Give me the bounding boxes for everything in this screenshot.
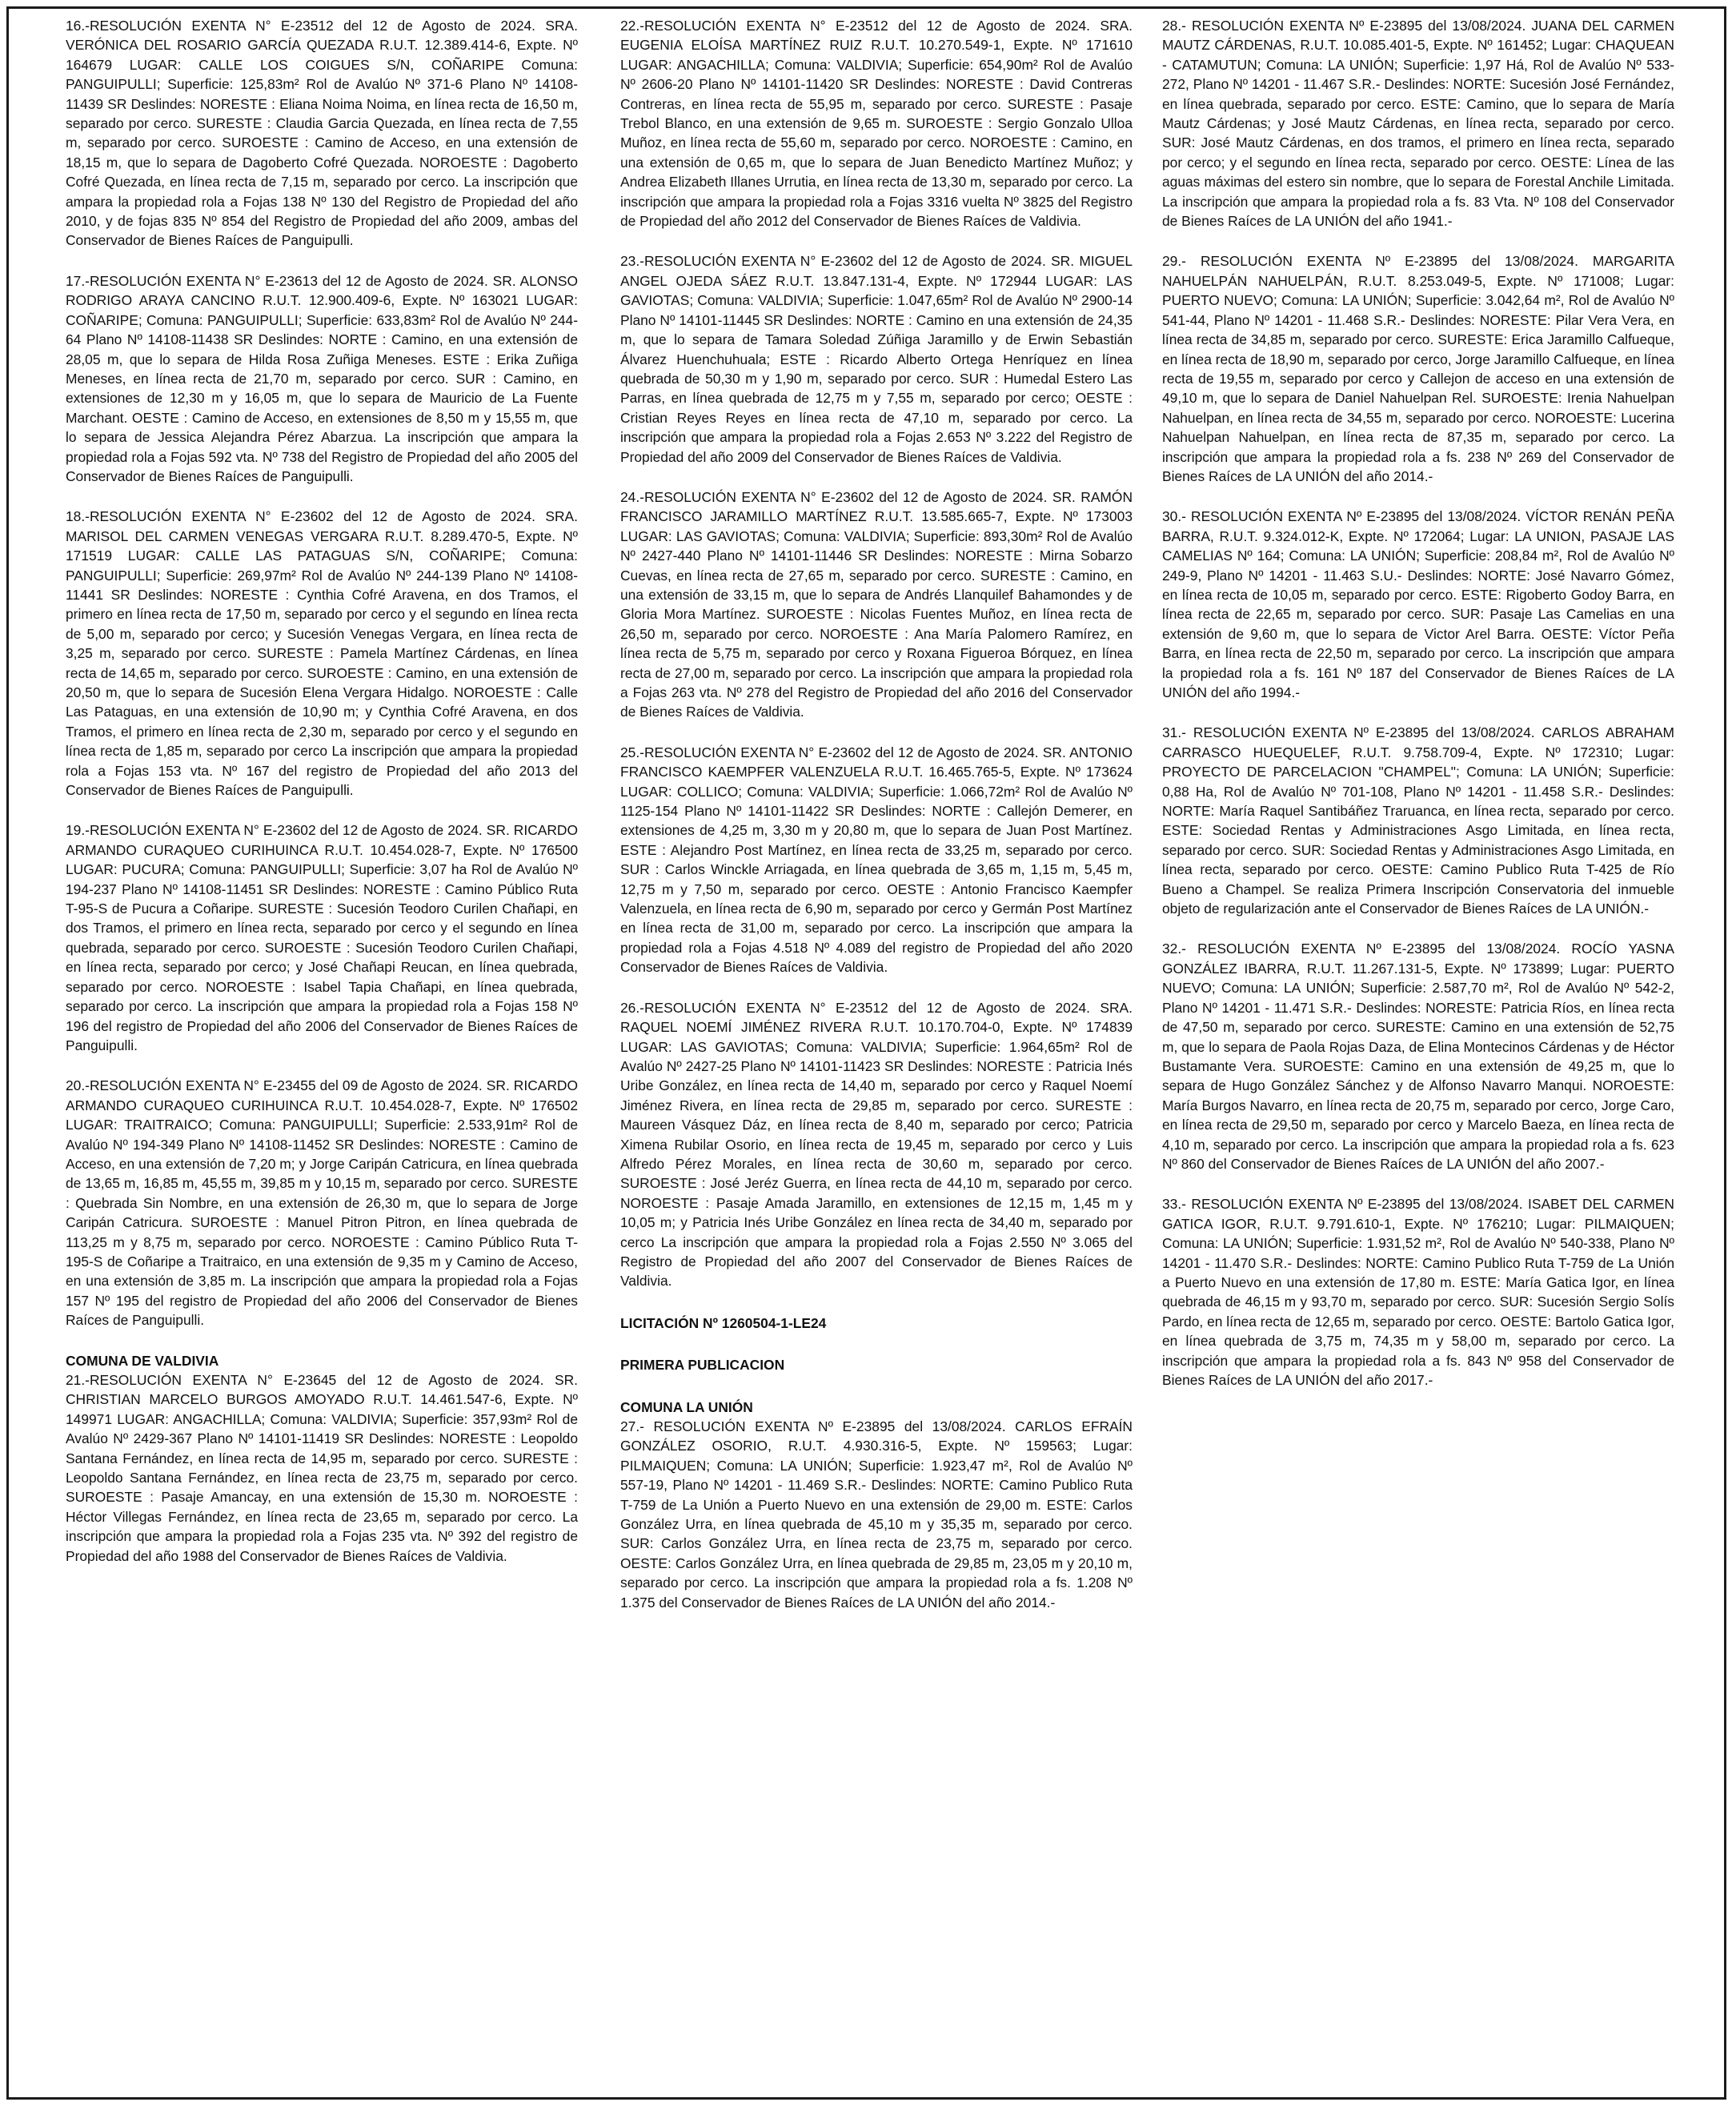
section-heading: COMUNA DE VALDIVIA <box>66 1352 219 1369</box>
resolution-entry: 33.- RESOLUCIÓN EXENTA Nº E-23895 del 13/08/2024. ISABET DEL CARMEN GATICA IGOR, R.U.T. 9.791.610-1, Expte. Nº 176210; Lugar: PILMAIQUEN; Comuna: LA UNIÓN; Superficie: 1.931,52 m², Rol de Avalúo Nº 540-338, Plano Nº 14201 - 11.470 S.R.- Deslindes: NORTE: Camino Publico Ruta T-759 de La Unión a Puerto Nuevo en una extensión de 17,80 m. ESTE: María Gatica Igor, en línea quebrada de 46,15 m y 93,70 m, separado por cerco. SUR: Sucesión Sergio Solís Pardo, en línea recta de 12,65 m, separado por cerco. OESTE: Bartolo Gatica Igor, en línea quebrada de 3,75 m, 74,35 m y 58,00 m, separado por cerco. La inscripción que ampara la propiedad rola a fs. 843 Nº 958 del Conservador de Bienes Raíces de LA UNIÓN del año 2017.- <box>1162 1196 1674 1388</box>
resolution-entry: 29.- RESOLUCIÓN EXENTA Nº E-23895 del 13/08/2024. MARGARITA NAHUELPÁN NAHUELPÁN, R.U.T. 8.253.049-5, Expte. Nº 171008; Lugar: PUERTO NUEVO; Comuna: LA UNIÓN; Superficie: 3.042,64 m², Rol de Avalúo Nº 541-44, Plano Nº 14201 - 11.468 S.R.- Deslindes: NORESTE: Pilar Vera Vera, en línea recta de 34,85 m, separado por cerco. SURESTE: Erica Jaramillo Calfueque, en línea recta de 18,90 m, separado por cerco, Jorge Jaramillo Calfueque, en línea recta de 19,55 m, separado por cerco y Callejon de acceso en una extensión de 49,10 m, que lo separa de Daniel Nahuelpan Rel. SUROESTE: Irenia Nahuelpan Nahuelpan, en línea recta de 34,55 m, separado por cerco. NOROESTE: Lucerina Nahuelpan Nahuelpan, en línea recta de 87,35 m, separado por cerco. La inscripción que ampara la propiedad rola a fs. 238 Nº 269 del Conservador de Bienes Raíces de LA UNIÓN del año 2014.- <box>1162 253 1674 484</box>
resolution-entry: 20.-RESOLUCIÓN EXENTA N° E-23455 del 09 de Agosto de 2024. SR. RICARDO ARMANDO CURAQUEO CURIHUINCA R.U.T. 10.454.028-7, Expte. Nº 176502 LUGAR: TRAITRAICO; Comuna: PANGUIPULLI; Superficie: 2.533,91m² Rol de Avalúo Nº 194-349 Plano Nº 14108-11452 SR Deslindes: NORESTE : Camino de Acceso, en una extensión de 7,20 m; y Jorge Caripán Catricura, en línea quebrada de 13,65 m, 16,85 m, 45,55 m, 39,85 m y 10,15 m, separado por cerco. SURESTE : Quebrada Sin Nombre, en una extensión de 26,30 m, que lo separa de Jorge Caripán Catricura. SUROESTE : Manuel Pitron Pitron, en línea quebrada de 113,25 m y 8,75 m, separado por cerco. NOROESTE : Camino Público Ruta T-195-S de Coñaripe a Traitraico, en una extensión de 9,35 m y Camino de Acceso, en una extensión de 3,85 m. La inscripción que ampara la propiedad rola a Fojas 157 Nº 195 del registro de Propiedad del año 2006 del Conservador de Bienes Raíces de Panguipulli. <box>66 1077 578 1329</box>
column-right <box>1162 16 1674 1410</box>
resolution-entry: 28.- RESOLUCIÓN EXENTA Nº E-23895 del 13/08/2024. JUANA DEL CARMEN MAUTZ CÁRDENAS, R.U.T. 10.085.401-5, Expte. Nº 161452; Lugar: CHAQUEAN - CATAMUTUN; Comuna: LA UNIÓN; Superficie: 1,97 Há, Rol de Avalúo Nº 533-272, Plano Nº 14201 - 11.467 S.R.- Deslindes: NORTE: Sucesión José Fernández, en línea quebrada, separado por cerco. ESTE: Camino, que lo separa de María Mautz Cárdenas; y José Mautz Cárdenas, en línea recta, separado por cerco. SUR: José Mautz Cárdenas, en dos tramos, el primero en línea recta, separado por cerco; y el segundo en línea recta, separado por cerco. OESTE: Línea de las aguas máximas del estero sin nombre, que lo separa de Forestal Anchile Limitada. La inscripción que ampara la propiedad rola a fs. 83 Vta. Nº 108 del Conservador de Bienes Raíces de LA UNIÓN del año 1941.- <box>1162 18 1674 230</box>
section-heading: PRIMERA PUBLICACION <box>620 1357 785 1374</box>
resolution-entry: 19.-RESOLUCIÓN EXENTA N° E-23602 del 12 de Agosto de 2024. SR. RICARDO ARMANDO CURAQUEO CURIHUINCA R.U.T. 10.454.028-7, Expte. Nº 176500 LUGAR: PUCURA; Comuna: PANGUIPULLI; Superficie: 3,07 ha Rol de Avalúo Nº 194-237 Plano Nº 14108-11451 SR Deslindes: NORESTE : Camino Público Ruta T-95-S de Pucura a Coñaripe. SURESTE : Sucesión Teodoro Curilen Chañapi, en dos Tramos, el primero en línea recta, separado por cerco y el segundo en línea quebrada, separado por cerco. SUROESTE : Sucesión Teodoro Curilen Chañapi, en línea recta, separado por cerco; y José Chañapi Reucan, en línea quebrada, separado por cerco. NOROESTE : Isabel Tapia Chañapi, en línea quebrada, separado por cerco. La inscripción que ampara la propiedad rola a Fojas 158 Nº 196 del registro de Propiedad del año 2006 del Conservador de Bienes Raíces de Panguipulli. <box>66 822 578 1053</box>
resolution-entry: 26.-RESOLUCIÓN EXENTA N° E-23512 del 12 de Agosto de 2024. SRA. RAQUEL NOEMÍ JIMÉNEZ RIVERA R.U.T. 10.170.704-0, Expte. Nº 174839 LUGAR: LAS GAVIOTAS; Comuna: VALDIVIA; Superficie: 1.964,65m² Rol de Avalúo Nº 2427-25 Plano Nº 14101-11423 SR Deslindes: NORESTE : Patricia Inés Uribe González, en línea recta de 14,40 m, separado por cerco y Raquel Noemí Jiménez Rivera, en línea recta de 29,85 m, separado por cerco. SURESTE : Maureen Vásquez Dáz, en línea recta de 8,40 m, separado por cerco; Patricia Ximena Rubilar Osorio, en línea recta de 19,45 m, separado por cerco y Luis Alfredo Pérez Morales, en línea recta de 30,60 m, separado por cerco. SUROESTE : José Jeréz Guerra, en línea recta de 44,10 m, separado por cerco. NOROESTE : Pasaje Amada Jaramillo, en extensiones de 12,15 m, 1,45 m y 10,05 m; y Patricia Inés Uribe González en línea recta de 34,40 m, separado por cerco La inscripción que ampara la propiedad rola a Fojas 2.550 Nº 3.065 del Registro de Propiedad del año 2007 del Conservador de Bienes Raíces de Valdivia. <box>620 999 1133 1290</box>
resolution-entry: 23.-RESOLUCIÓN EXENTA N° E-23602 del 12 de Agosto de 2024. SR. MIGUEL ANGEL OJEDA SÁEZ R.U.T. 13.847.131-4, Expte. Nº 172944 LUGAR: LAS GAVIOTAS; Comuna: VALDIVIA; Superficie: 1.047,65m² Rol de Avalúo Nº 2900-14 Plano Nº 14101-11445 SR Deslindes: NORTE : Camino en una extensión de 24,35 m, que lo separa de Tamara Soledad Zúñiga Jaramillo y de Erwin Sebastián Álvarez Huenchuhuala; ESTE : Ricardo Alberto Ortega Henríquez en línea quebrada de 50,30 m y 1,90 m, separado por cerco. SUR : Humedal Estero Las Parras, en línea quebrada de 12,75 m y 7,55 m, separado por cerco; OESTE : Cristian Reyes Reyes en línea recta de 47,10 m, separado por cerco. La inscripción que ampara la propiedad rola a Fojas 2.653 Nº 3.222 del Registro de Propiedad del año 2009 del Conservador de Bienes Raíces de Valdivia. <box>620 253 1133 465</box>
column-left <box>66 16 578 1587</box>
resolution-entry: 32.- RESOLUCIÓN EXENTA Nº E-23895 del 13/08/2024. ROCÍO YASNA GONZÁLEZ IBARRA, R.U.T. 11.267.131-5, Expte. Nº 173899; Lugar: PUERTO NUEVO; Comuna: LA UNIÓN; Superficie: 2.587,70 m², Rol de Avalúo Nº 542-2, Plano Nº 14201 - 11.471 S.R.- Deslindes: NORESTE: Patricia Ríos, en línea recta de 47,50 m, separado por cerco. SURESTE: Camino en una extensión de 52,75 m, que lo separa de Paola Rojas Daza, de Elina Montecinos Cárdenas y de Héctor Bustamante Vera. SUROESTE: Camino en una extensión de 49,25 m, que lo separa de Hugo González Sánchez y de Alfonso Navarro Manqui. NOROESTE: María Burgos Navarro, en línea recta de 20,75 m, separado por cerco, Jorge Caro, en línea recta de 29,50 m, separado por cerco y Marcelo Baeza, en línea recta de 4,10 m, separado por cerco. La inscripción que ampara la propiedad rola a fs. 623 Nº 860 del Conservador de Bienes Raíces de LA UNIÓN del año 2007.- <box>1162 941 1674 1172</box>
resolution-entry: 25.-RESOLUCIÓN EXENTA N° E-23602 del 12 de Agosto de 2024. SR. ANTONIO FRANCISCO KAEMPFER VALENZUELA R.U.T. 16.465.765-5, Expte. Nº 173624 LUGAR: COLLICO; Comuna: VALDIVIA; Superficie: 1.066,72m² Rol de Avalúo Nº 1125-154 Plano Nº 14101-11422 SR Deslindes: NORTE : Callejón Demerer, en extensiones de 4,25 m, 3,30 m y 20,80 m, que lo separa de Juan Post Martínez. ESTE : Alejandro Post Martínez, en línea recta de 33,25 m, separado por cerco. SUR : Carlos Winckle Arriagada, en línea quebrada de 3,65 m, 1,15 m, 5,45 m, 12,75 m y 7,50 m, separado por cerco. OESTE : Antonio Francisco Kaempfer Valenzuela, en línea recta de 6,90 m, separado por cerco y Germán Post Martínez en línea recta de 31,00 m, separado por cerco. La inscripción que ampara la propiedad rola a Fojas 4.518 Nº 4.089 del registro de Propiedad del año 2020 Conservador de Bienes Raíces de Valdivia. <box>620 744 1133 976</box>
section-heading: LICITACIÓN Nº 1260504-1-LE24 <box>620 1314 827 1331</box>
resolution-entry: 22.-RESOLUCIÓN EXENTA N° E-23512 del 12 de Agosto de 2024. SRA. EUGENIA ELOÍSA MARTÍNEZ RUIZ R.U.T. 10.270.549-1, Expte. Nº 171610 LUGAR: ANGACHILLA; Comuna: VALDIVIA; Superficie: 654,90m² Rol de Avalúo Nº 2606-20 Plano Nº 14101-11420 SR Deslindes: NORESTE : David Contreras Contreras, en línea recta de 55,95 m, separado por cerco. SURESTE : Pasaje Trebol Blanco, en una extensión de 9,65 m. SUROESTE : Sergio Gonzalo Ulloa Muñoz, en línea recta de 55,60 m, separado por cerco. NOROESTE : Camino, en una extensión de 0,65 m, que lo separa de Juan Benedicto Martínez Muñoz; y Andrea Elizabeth Illanes Urrutia, en línea recta de 13,30 m, separado por cerco. La inscripción que ampara la propiedad rola a Fojas 3316 vuelta Nº 3825 del Registro de Propiedad del año 2012 del Conservador de Bienes Raíces de Valdivia. <box>620 18 1133 230</box>
resolution-entry: 16.-RESOLUCIÓN EXENTA N° E-23512 del 12 de Agosto de 2024. SRA. VERÓNICA DEL ROSARIO GARCÍA QUEZADA R.U.T. 12.389.414-6, Expte. Nº 164679 LUGAR: CALLE LOS COIGUES S/N, COÑARIPE Comuna: PANGUIPULLI; Superficie: 125,83m² Rol de Avalúo Nº 371-6 Plano Nº 14108-11439 SR Deslindes: NORESTE : Eliana Noima Noima, en línea recta de 16,50 m, separado por cerco. SURESTE : Claudia Garcia Quezada, en línea recta de 7,55 m, separado por cerco. SUROESTE : Camino de Acceso, en una extensión de 18,15 m, que lo separa de Dagoberto Cofré Quezada. NOROESTE : Dagoberto Cofré Quezada, en línea recta de 7,15 m, separado por cerco. La inscripción que ampara la propiedad rola a Fojas 138 Nº 130 del Registro de Propiedad del año 2010, y de fojas 835 Nº 854 del Registro de Propiedad del año 2009, ambas del Conservador de Bienes Raíces de Panguipulli. <box>66 18 578 249</box>
resolution-entry: 17.-RESOLUCIÓN EXENTA N° E-23613 del 12 de Agosto de 2024. SR. ALONSO RODRIGO ARAYA CANCINO R.U.T. 12.900.409-6, Expte. Nº 163021 LUGAR: COÑARIPE; Comuna: PANGUIPULLI; Superficie: 633,83m² Rol de Avalúo Nº 244-64 Plano Nº 14108-11438 SR Deslindes: NORTE : Camino, en una extensión de 28,05 m, que lo separa de Hilda Rosa Zuñiga Meneses. ESTE : Erika Zuñiga Meneses, en línea recta de 21,70 m, separado por cerco. SUR : Camino, en extensiones de 12,30 m y 16,05 m, que lo separa de Mauricio de La Fuente Marchant. OESTE : Camino de Acceso, en extensiones de 8,50 m y 15,55 m, que lo separa de Jessica Alejandra Pérez Abarzua. La inscripción que ampara la propiedad rola a Fojas 592 vta. Nº 738 del Registro de Propiedad del año 2005 del Conservador de Bienes Raíces de Panguipulli. <box>66 272 578 484</box>
resolution-entry: 30.- RESOLUCIÓN EXENTA Nº E-23895 del 13/08/2024. VÍCTOR RENÁN PEÑA BARRA, R.U.T. 9.324.012-K, Expte. Nº 172064; Lugar: LA UNION, PASAJE LAS CAMELIAS Nº 164; Comuna: LA UNIÓN; Superficie: 208,84 m², Rol de Avalúo Nº 249-9, Plano Nº 14201 - 11.463 S.U.- Deslindes: NORTE: José Navarro Gómez, en línea recta de 10,05 m, separado por cerco. ESTE: Rigoberto Godoy Barra, en línea recta de 22,65 m, separado por cerco. SUR: Pasaje Las Camelias en una extensión de 9,60 m, que lo separa de Victor Arel Barra. OESTE: Víctor Peña Barra, en línea recta de 22,50 m, separado por cerco. La inscripción que ampara la propiedad rola a fs. 161 Nº 187 del Conservador de Bienes Raíces de LA UNIÓN del año 1994.- <box>1162 508 1674 700</box>
section-heading: COMUNA LA UNIÓN <box>620 1398 753 1415</box>
column-middle <box>620 16 1133 1633</box>
resolution-entry: 31.- RESOLUCIÓN EXENTA Nº E-23895 del 13/08/2024. CARLOS ABRAHAM CARRASCO HUEQUELEF, R.U.T. 9.758.709-4, Expte. Nº 172310; Lugar: PROYECTO DE PARCELACION "CHAMPEL"; Comuna: LA UNIÓN; Superficie: 0,88 Ha, Rol de Avalúo Nº 701-108, Plano Nº 14201 - 11.458 S.R.- Deslindes: NORTE: María Raquel Santibáñez Traruanca, en línea recta, separado por cerco. ESTE: Sociedad Rentas y Administraciones Asgo Limitada, en línea recta, separado por cerco. SUR: Sociedad Rentas y Administraciones Asgo Limitada, en línea recta, separado por cerco. OESTE: Camino Publico Ruta T-425 de Río Bueno a Champel. Se realiza Primera Inscripción Conservatoria del inmueble objeto de regularización ante el Conservador de Bienes Raíces de LA UNIÓN.- <box>1162 724 1674 917</box>
resolution-entry: 27.- RESOLUCIÓN EXENTA Nº E-23895 del 13/08/2024. CARLOS EFRAÍN GONZÁLEZ OSORIO, R.U.T. 4.930.316-5, Expte. Nº 159563; Lugar: PILMAIQUEN; Comuna: LA UNIÓN; Superficie: 1.923,47 m², Rol de Avalúo Nº 557-19, Plano Nº 14201 - 11.469 S.R.- Deslindes: NORTE: Camino Publico Ruta T-759 de La Unión a Puerto Nuevo en una extensión de 29,00 m. ESTE: Carlos González Urra, en línea quebrada de 45,10 m y 35,35 m, separado por cerco. SUR: Carlos González Urra, en línea recta de 23,75 m, separado por cerco. OESTE: Carlos González Urra, en línea quebrada de 29,85 m, 23,05 m y 20,10 m, separado por cerco. La inscripción que ampara la propiedad rola a fs. 1.208 Nº 1.375 del Conservador de Bienes Raíces de LA UNIÓN del año 2014.- <box>620 1418 1133 1611</box>
resolution-entry: 21.-RESOLUCIÓN EXENTA N° E-23645 del 12 de Agosto de 2024. SR. CHRISTIAN MARCELO BURGOS AMOYADO R.U.T. 14.461.547-6, Expte. Nº 149971 LUGAR: ANGACHILLA; Comuna: VALDIVIA; Superficie: 357,93m² Rol de Avalúo Nº 2429-367 Plano Nº 14101-11419 SR Deslindes: NORESTE : Leopoldo Santana Fernández, en línea recta de 14,95 m, separado por cerco. SURESTE : Leopoldo Santana Fernández, en línea recta de 23,75 m, separado por cerco. SUROESTE : Pasaje Amancay, en una extensión de 15,30 m. NOROESTE : Héctor Villegas Fernández, en línea recta de 23,65 m, separado por cerco. La inscripción que ampara la propiedad rola a Fojas 235 vta. Nº 392 del registro de Propiedad del año 1988 del Conservador de Bienes Raíces de Valdivia. <box>66 1372 578 1564</box>
resolution-entry: 24.-RESOLUCIÓN EXENTA N° E-23602 del 12 de Agosto de 2024. SR. RAMÓN FRANCISCO JARAMILLO MARTÍNEZ R.U.T. 13.585.665-7, Expte. Nº 173003 LUGAR: LAS GAVIOTAS; Comuna: VALDIVIA; Superficie: 893,30m² Rol de Avalúo Nº 2427-440 Plano Nº 14101-11446 SR Deslindes: NORESTE : Mirna Sobarzo Cuevas, en línea recta de 27,65 m, separado por cerco. SURESTE : Camino, en una extensión de 33,15 m, que lo separa de Andrés Llanquilef Bahamondes y de Gloria Mora Martínez. SUROESTE : Nicolas Fuentes Muñoz, en línea recta de 26,50 m, separado por cerco. NOROESTE : Ana María Palomero Ramírez, en línea recta de 5,75 m, separado por cerco y Roxana Figueroa Bórquez, en línea recta de 27,00 m, separado por cerco. La inscripción que ampara la propiedad rola a Fojas 263 vta. Nº 278 del Registro de Propiedad del año 2016 del Conservador de Bienes Raíces de Valdivia. <box>620 488 1133 720</box>
resolution-entry: 18.-RESOLUCIÓN EXENTA N° E-23602 del 12 de Agosto de 2024. SRA. MARISOL DEL CARMEN VENEGAS VERGARA R.U.T. 8.289.470-5, Expte. Nº 171519 LUGAR: CALLE LAS PATAGUAS S/N, COÑARIPE; Comuna: PANGUIPULLI; Superficie: 269,97m² Rol de Avalúo Nº 244-139 Plano Nº 14108-11441 SR Deslindes: NORESTE : Cynthia Cofré Aravena, en dos Tramos, el primero en línea recta de 17,50 m, separado por cerco y el segundo en línea recta de 5,00 m, separado por cerco; y Sucesión Venegas Vergara, en línea recta de 3,25 m, separado por cerco. SURESTE : Pamela Martínez Cárdenas, en línea recta de 14,65 m, separado por cerco. SUROESTE : Camino, en una extensión de 20,50 m, que lo separa de Sucesión Elena Vergara Hidalgo. NOROESTE : Calle Las Pataguas, en una extensión de 10,90 m; y Cynthia Cofré Aravena, en dos Tramos, el primero en línea recta de 2,30 m, separado por cerco y el segundo en línea recta de 1,85 m, separado por cerco La inscripción que ampara la propiedad rola a Fojas 153 vta. Nº 167 del registro de Propiedad del año 2013 del Conservador de Bienes Raíces de Panguipulli. <box>66 508 578 799</box>
